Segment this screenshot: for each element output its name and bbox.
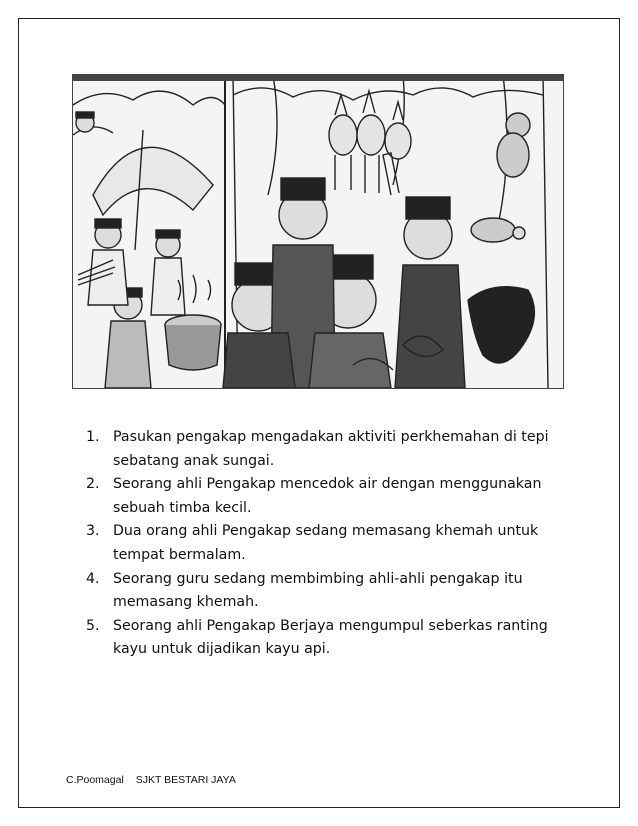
sentence-text: Seorang guru sedang membimbing ahli-ahli pengakap itu memasang khemah. [113, 570, 523, 611]
sentence-number: 4. [86, 570, 100, 587]
sentence-item [86, 520, 586, 567]
sentence-item [86, 615, 586, 662]
sentence-number: 5. [86, 617, 100, 634]
illustration-drawing [73, 75, 563, 388]
page-footer [66, 774, 236, 786]
scout-camp-illustration [72, 74, 564, 389]
sentence-number: 3. [86, 523, 100, 540]
sentence-text: Seorang ahli Pengakap Berjaya mengumpul seberkas ranting kayu untuk dijadikan kayu api. [113, 617, 548, 658]
footer-author: C.Poomagal [66, 774, 124, 786]
sentence-number: 2. [86, 476, 100, 493]
sentence-item [86, 473, 586, 520]
sentence-item [86, 568, 586, 615]
sentence-item [86, 426, 586, 473]
sentence-text: Pasukan pengakap mengadakan aktiviti perkhemahan di tepi sebatang anak sungai. [113, 429, 549, 469]
sentence-list [86, 426, 586, 662]
sentence-text: Seorang ahli Pengakap mencedok air dengan menggunakan sebuah timba kecil. [113, 476, 542, 516]
footer-school: SJKT BESTARI JAYA [135, 774, 236, 786]
sentence-number: 1. [86, 429, 100, 445]
sentence-text: Dua orang ahli Pengakap sedang memasang khemah untuk tempat bermalam. [113, 523, 539, 563]
